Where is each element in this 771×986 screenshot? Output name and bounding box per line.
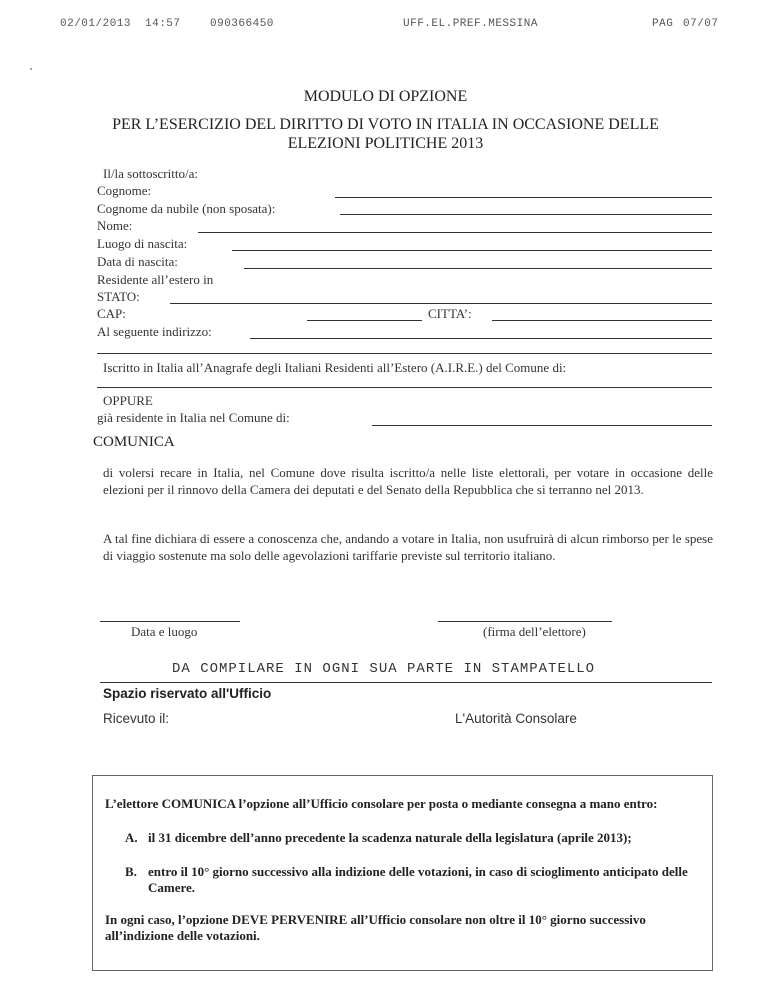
fax-office: UFF.EL.PREF.MESSINA bbox=[403, 18, 538, 30]
notice-item-a-marker: A. bbox=[125, 830, 138, 845]
cognome-nubile-label: Cognome da nubile (non sposata): bbox=[97, 201, 276, 216]
oppure-label: OPPURE bbox=[103, 393, 153, 408]
fax-date: 02/01/2013 bbox=[60, 18, 132, 30]
data-nascita-label: Data di nascita: bbox=[97, 254, 178, 269]
comunica-paragraph-1: di volersi recare in Italia, nel Comune dove risulta iscritto/a nelle liste elettorali, per votare in occasione delle elezioni per il rinnovo della Camera dei deputati e del Senato della Repubblica che si terranno nel 2013. bbox=[103, 465, 713, 497]
cap-field[interactable] bbox=[307, 320, 422, 321]
ufficio-heading: Spazio riservato all'Ufficio bbox=[103, 686, 272, 701]
nome-label: Nome: bbox=[97, 218, 133, 233]
fax-page: 07/07 bbox=[683, 18, 719, 30]
section-divider bbox=[97, 353, 712, 354]
comunica-paragraph-2: A tal fine dichiara di essere a conoscenza che, andando a votare in Italia, non usufruirà di alcun rimborso per le spese di viaggio sostenute ma solo delle agevolazioni tariffarie previste sul territorio italiano. bbox=[103, 531, 713, 563]
aire-label: Iscritto in Italia all’Anagrafe degli Italiani Residenti all’Estero (A.I.R.E.) del Comune di: bbox=[103, 360, 567, 375]
signature-line[interactable] bbox=[438, 621, 612, 622]
form-subtitle-2: ELEZIONI POLITICHE 2013 bbox=[287, 135, 484, 152]
notice-box bbox=[92, 775, 713, 971]
form-subtitle-1: PER L’ESERCIZIO DEL DIRITTO DI VOTO IN ITALIA IN OCCASIONE DELLE bbox=[112, 116, 659, 133]
date-place-line[interactable] bbox=[100, 621, 240, 622]
notice-item-b: entro il 10° giorno successivo alla indizione delle votazioni, in caso di scioglimento anticipato delle Camere. bbox=[148, 864, 688, 895]
citta-field[interactable] bbox=[492, 320, 712, 321]
cognome-label: Cognome: bbox=[97, 183, 152, 198]
ufficio-divider bbox=[100, 682, 712, 683]
indirizzo-field[interactable] bbox=[250, 338, 712, 339]
notice-intro: L’elettore COMUNICA l’opzione all’Ufficio consolare per posta o mediante consegna a mano entro: bbox=[105, 796, 658, 811]
residente-label: Residente all’estero in bbox=[97, 272, 214, 287]
notice-closing: In ogni caso, l’opzione DEVE PERVENIRE all’Ufficio consolare non oltre il 10° giorno successivo all’indizione delle votazioni. bbox=[105, 912, 646, 943]
gia-residente-field[interactable] bbox=[372, 425, 712, 426]
fax-number: 090366450 bbox=[210, 18, 274, 30]
data-nascita-field[interactable] bbox=[244, 268, 712, 269]
comunica-heading: COMUNICA bbox=[93, 434, 175, 450]
aire-comune-field[interactable] bbox=[97, 387, 712, 388]
notice-item-a: il 31 dicembre dell’anno precedente la scadenza naturale della legislatura (aprile 2013); bbox=[148, 830, 632, 845]
scan-speck bbox=[30, 68, 32, 70]
citta-label: CITTA’: bbox=[428, 306, 472, 321]
date-place-label: Data e luogo bbox=[131, 624, 198, 639]
stato-label: STATO: bbox=[97, 289, 140, 304]
stampatello-notice: DA COMPILARE IN OGNI SUA PARTE IN STAMPATELLO bbox=[172, 661, 596, 677]
ricevuto-label: Ricevuto il: bbox=[103, 711, 170, 726]
cognome-field[interactable] bbox=[335, 197, 712, 198]
form-intro: Il/la sottoscritto/a: bbox=[103, 166, 198, 181]
form-title: MODULO DI OPZIONE bbox=[303, 88, 468, 105]
stato-field[interactable] bbox=[170, 303, 712, 304]
signature-label: (firma dell’elettore) bbox=[483, 624, 586, 639]
luogo-nascita-field[interactable] bbox=[232, 250, 712, 251]
fax-time: 14:57 bbox=[145, 18, 181, 30]
nome-field[interactable] bbox=[198, 232, 712, 233]
gia-residente-label: già residente in Italia nel Comune di: bbox=[97, 410, 290, 425]
luogo-nascita-label: Luogo di nascita: bbox=[97, 236, 188, 251]
autorita-consolare-label: L'Autorità Consolare bbox=[455, 711, 577, 726]
fax-page-label: PAG bbox=[652, 18, 674, 30]
cognome-nubile-field[interactable] bbox=[340, 214, 712, 215]
cap-label: CAP: bbox=[97, 306, 126, 321]
notice-item-b-marker: B. bbox=[125, 864, 137, 879]
indirizzo-label: Al seguente indirizzo: bbox=[97, 324, 212, 339]
